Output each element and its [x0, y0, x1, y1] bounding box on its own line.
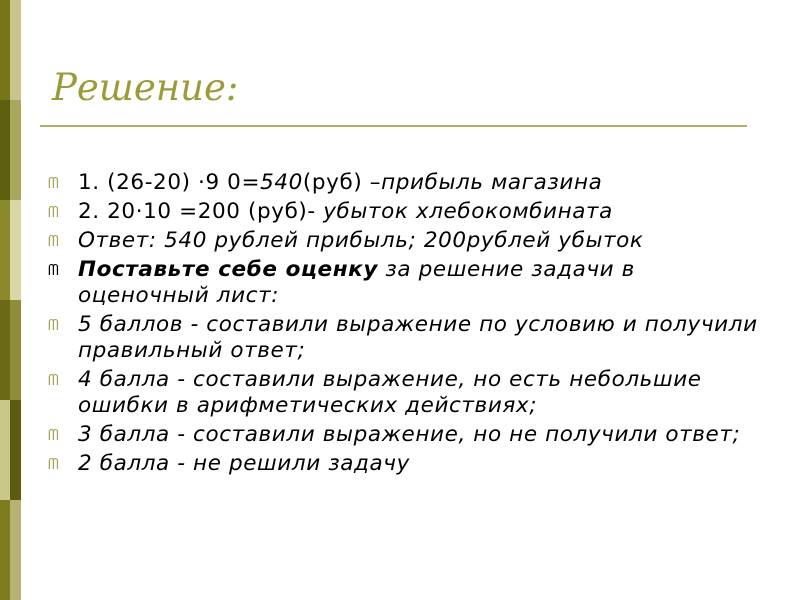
list-item [48, 312, 768, 364]
slide-title: Решение: [52, 66, 239, 109]
stripe-block [0, 300, 10, 400]
item-text-italic: 540 [260, 170, 303, 195]
list-item [48, 199, 768, 225]
stripe-block [0, 0, 10, 100]
stripe-block [10, 400, 21, 500]
item-text-italic: за решение задачи в оценочный лист: [78, 257, 635, 308]
bullet-icon: ᗰ [48, 261, 60, 279]
item-text: 1. (26-20) ·9 0= [78, 170, 261, 195]
item-text-bold: Поставьте себе оценку [78, 257, 378, 282]
item-text: Ответ: 540 рублей прибыль; 200рублей убыток [78, 228, 644, 253]
item-text: 4 балла - составили выражение, но есть небольшие ошибки в арифметических действиях; [78, 367, 702, 418]
stripe-block [0, 400, 10, 500]
bullet-icon: ᗰ [48, 316, 60, 334]
item-text: 5 баллов - составили выражение по условию и получили правильный ответ; [78, 312, 758, 363]
list-item [48, 422, 768, 448]
bullet-icon: ᗰ [48, 455, 60, 473]
stripe-block [0, 500, 10, 600]
bullet-list [48, 170, 768, 480]
item-text-italic: убыток хлебокомбината [323, 199, 613, 224]
list-item [48, 367, 768, 419]
left-decorative-stripe [0, 0, 21, 600]
bullet-icon: ᗰ [48, 203, 60, 221]
stripe-block [10, 200, 21, 300]
list-item [48, 257, 768, 309]
stripe-block [10, 100, 21, 200]
stripe-block [0, 200, 10, 300]
title-underline [40, 125, 747, 127]
stripe-block [10, 300, 21, 400]
stripe-block [10, 500, 21, 600]
bullet-icon: ᗰ [48, 371, 60, 389]
item-text: 2 балла - не решили задачу [78, 451, 410, 476]
stripe-block [0, 100, 10, 200]
bullet-icon: ᗰ [48, 174, 60, 192]
list-item [48, 451, 768, 477]
item-text-italic: прибыль магазина [381, 170, 603, 195]
item-text: (руб) – [302, 170, 382, 195]
item-text: 3 балла - составили выражение, но не получили ответ; [78, 422, 741, 447]
list-item [48, 228, 768, 254]
stripe-column-left [0, 0, 10, 600]
bullet-icon: ᗰ [48, 426, 60, 444]
item-text: 2. 20·10 =200 (руб)- [78, 199, 324, 224]
bullet-icon: ᗰ [48, 232, 60, 250]
stripe-column-right [10, 0, 21, 600]
stripe-block [10, 0, 21, 100]
list-item [48, 170, 768, 196]
